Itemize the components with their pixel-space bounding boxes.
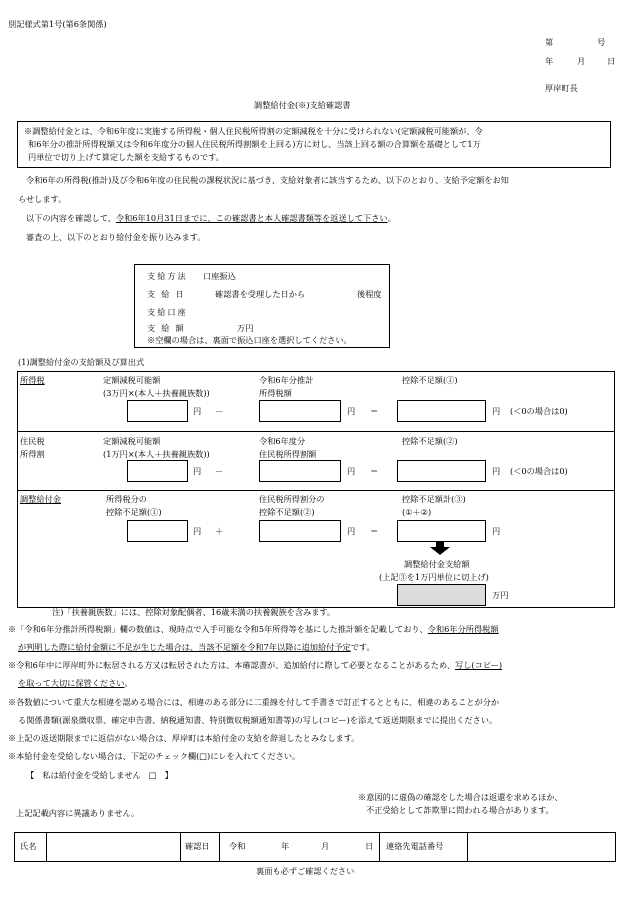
calc-section-title: (1)調整給付金の支給額及び算出式 bbox=[18, 357, 145, 367]
fraud-warning-l2: 不正受給として詐欺罪に問われる場合があります。 bbox=[366, 805, 554, 815]
date-label: 支給日 bbox=[147, 289, 190, 299]
equals-sign: ＝ bbox=[370, 466, 379, 476]
income-tax-estimate-field[interactable] bbox=[259, 400, 341, 422]
adjust-shortfall-2-field[interactable] bbox=[259, 520, 341, 542]
definition-line-3: 円単位で切り上げて算定した額を支給するものです。 bbox=[28, 152, 224, 162]
sig-year: 年 bbox=[281, 841, 290, 851]
phone-label: 連絡先電話番号 bbox=[386, 841, 444, 851]
shortfall-1-field[interactable] bbox=[397, 400, 486, 422]
resident-tax-label-1: 住民税 bbox=[20, 436, 45, 446]
yen-unit: 円 bbox=[347, 406, 356, 416]
resident-col2-l2: 住民税所得割額 bbox=[259, 449, 317, 459]
adjust-shortfall-1-field[interactable] bbox=[127, 520, 188, 542]
return-deadline: 令和6年10月31日までに、この確認書と本人確認書類等を返送して下さい bbox=[115, 213, 388, 223]
income-col1-l1: 定額減税可能額 bbox=[103, 375, 161, 385]
payment-box bbox=[134, 264, 390, 348]
confirm-date-label: 確認日 bbox=[185, 841, 210, 851]
note-1-line-2: が判明した際に給付金額に不足が生じた場合は、当該不足額を令和7年以降に追加給付予定です。 bbox=[18, 642, 375, 652]
date-suffix: 後程度 bbox=[357, 289, 382, 299]
method-label: 支給方法 bbox=[147, 271, 188, 281]
footer-note: 裏面も必ずご確認ください bbox=[256, 866, 355, 876]
method-value: 口座振込 bbox=[203, 271, 236, 281]
definition-line-2: 和6年分の推計所得税額又は令和6年度分の個人住民税所得割額を上回る)方に対し、当該上回る額の合算額を基礎として1万 bbox=[28, 139, 481, 149]
resident-tax-label-2: 所得割 bbox=[20, 449, 45, 459]
adjust-col1-l1: 所得税分の bbox=[106, 494, 147, 504]
resident-col1-l2: (1万円×(本人＋扶養親族数)) bbox=[103, 449, 210, 459]
no-objection: 上記記載内容に異議ありません。 bbox=[16, 808, 140, 818]
number-suffix: 号 bbox=[597, 37, 606, 47]
result-unit: 万円 bbox=[492, 590, 509, 600]
yen-unit: 円 bbox=[347, 466, 356, 476]
sig-month: 月 bbox=[321, 841, 330, 851]
yen-unit: 円 bbox=[492, 406, 501, 416]
yen-unit: 円 bbox=[347, 526, 356, 536]
definition-line-1: ※調整給付金とは、令和6年度に実施する所得税・個人住民税所得割の定額減税を十分に受けられない(定額減税可能額が、令 bbox=[24, 126, 483, 136]
sig-col-divider bbox=[219, 832, 220, 861]
date-day: 日 bbox=[607, 56, 616, 66]
minus-sign: － bbox=[215, 406, 224, 416]
sig-col-divider bbox=[180, 832, 181, 861]
note-2-line-1: ※令和6年中に厚岸町外に転居される方又は転居された方は、本確認書が、追加給付に際して必要となることがあるため、写し(コピー) bbox=[8, 660, 503, 670]
payment-note: ※空欄の場合は、裏面で振込口座を選択してください。 bbox=[147, 335, 352, 345]
note-4: ※上記の返送期限までに返信がない場合は、厚岸町は本給付金の支給を辞退したとみなします。 bbox=[8, 733, 360, 743]
resident-col3-l1: 控除不足額(②) bbox=[402, 436, 458, 446]
definition-box bbox=[17, 121, 611, 168]
benefit-amount-field[interactable] bbox=[397, 584, 486, 606]
note-1-line-1: ※「令和6年分推計所得税額」欄の数値は、現時点で入手可能な令和5年所得等を基にした推計額を記載しており、令和6年分所得税額 bbox=[8, 624, 499, 634]
dependents-note: 注)「扶養親族数」には、控除対象配偶者、16歳未満の扶養親族を含みます。 bbox=[52, 607, 336, 617]
intro-line-3: 以下の内容を確認して、令和6年10月31日までに、この確認書と本人確認書類等を返送して下さい。 bbox=[26, 213, 396, 223]
adjust-col1-l2: 控除不足額(①) bbox=[106, 507, 162, 517]
adjust-col2-l1: 住民税所得割分の bbox=[259, 494, 325, 504]
phone-field[interactable] bbox=[471, 836, 611, 858]
yen-unit: 円 bbox=[193, 406, 202, 416]
intro-line-4: 審査の上、以下のとおり給付金を振り込みます。 bbox=[26, 232, 206, 242]
income-tax-label: 所得税 bbox=[20, 375, 45, 385]
yen-unit: 円 bbox=[492, 526, 501, 536]
resident-col1-l1: 定額減税可能額 bbox=[103, 436, 161, 446]
income-col2-l1: 令和6年分推計 bbox=[259, 375, 314, 385]
note-5: ※本給付金を受給しない場合は、下記のチェック欄(□)にレを入れてください。 bbox=[8, 751, 301, 761]
form-reference: 別記様式第1号(第6条関係) bbox=[8, 19, 107, 29]
income-col2-l2: 所得税額 bbox=[259, 388, 292, 398]
note-3-line-1: ※各数値について重大な相違を認める場合には、相違のある部分に二重線を付して手書きで訂正するとともに、相違のあることが分か bbox=[8, 697, 500, 707]
note-2-line-2: を取って大切に保管ください。 bbox=[18, 678, 133, 688]
income-col1-l2: (3万円×(本人＋扶養親族数)) bbox=[103, 388, 210, 398]
equals-sign: ＝ bbox=[370, 406, 379, 416]
amount-unit: 万円 bbox=[237, 323, 254, 333]
number-prefix: 第 bbox=[545, 37, 554, 47]
zero-note: (＜0の場合は0) bbox=[510, 406, 568, 416]
row-divider-2 bbox=[17, 490, 614, 491]
yen-unit: 円 bbox=[492, 466, 501, 476]
name-label: 氏名 bbox=[20, 841, 37, 851]
intro-line-2: らせします。 bbox=[18, 194, 67, 204]
result-label-l2: (上記③を1万円単位に切上げ) bbox=[379, 572, 489, 582]
arrow-down-icon bbox=[429, 542, 451, 556]
account-label: 支給口座 bbox=[147, 307, 188, 317]
adjust-label: 調整給付金 bbox=[20, 494, 61, 504]
name-field[interactable] bbox=[50, 836, 176, 858]
sig-col-divider bbox=[379, 832, 380, 861]
yen-unit: 円 bbox=[193, 466, 202, 476]
resident-col2-l1: 令和6年度分 bbox=[259, 436, 306, 446]
result-label-l1: 調整給付金支給額 bbox=[404, 559, 470, 569]
fraud-warning-l1: ※意図的に虚偽の確認をした場合は返還を求めるほか、 bbox=[358, 792, 563, 802]
sig-col-divider bbox=[467, 832, 468, 861]
income-deduction-field[interactable] bbox=[127, 400, 188, 422]
amount-label: 支給額 bbox=[147, 323, 190, 333]
issuer: 厚岸町長 bbox=[545, 83, 578, 93]
sig-day: 日 bbox=[365, 841, 374, 851]
resident-tax-amount-field[interactable] bbox=[259, 460, 341, 482]
income-col3-l1: 控除不足額(①) bbox=[402, 375, 458, 385]
date-value: 確認書を受理した日から bbox=[215, 289, 306, 299]
yen-unit: 円 bbox=[193, 526, 202, 536]
row-divider-1 bbox=[17, 431, 614, 432]
era-label: 令和 bbox=[229, 841, 246, 851]
shortfall-2-field[interactable] bbox=[397, 460, 486, 482]
adjust-col2-l2: 控除不足額(②) bbox=[259, 507, 315, 517]
plus-sign: ＋ bbox=[215, 526, 224, 536]
decline-checkbox-line[interactable]: 【 私は給付金を受給しません □ 】 bbox=[26, 770, 173, 780]
note-3-line-2: る関係書類(源泉徴収票、確定申告書、納税通知書、特別徴収税額通知書等)の写し(コピー)を添えて返送期限までに提出ください。 bbox=[18, 715, 498, 725]
date-month: 月 bbox=[577, 56, 586, 66]
equals-sign: ＝ bbox=[370, 526, 379, 536]
intro-line-1: 令和6年の所得税(推計)及び令和6年度の住民税の課税状況に基づき、支給対象者に該当するため、以下のとおり、支給予定額をお知 bbox=[26, 175, 509, 185]
page-title: 調整給付金(※)支給確認書 bbox=[254, 100, 351, 110]
minus-sign: － bbox=[215, 466, 224, 476]
adjust-col3-l1: 控除不足額計(③) bbox=[402, 494, 466, 504]
sig-col-divider bbox=[46, 832, 47, 861]
zero-note: (＜0の場合は0) bbox=[510, 466, 568, 476]
total-shortfall-field[interactable] bbox=[397, 520, 486, 542]
adjust-col3-l2: (①＋②) bbox=[402, 507, 432, 517]
resident-deduction-field[interactable] bbox=[127, 460, 188, 482]
date-year: 年 bbox=[545, 56, 554, 66]
